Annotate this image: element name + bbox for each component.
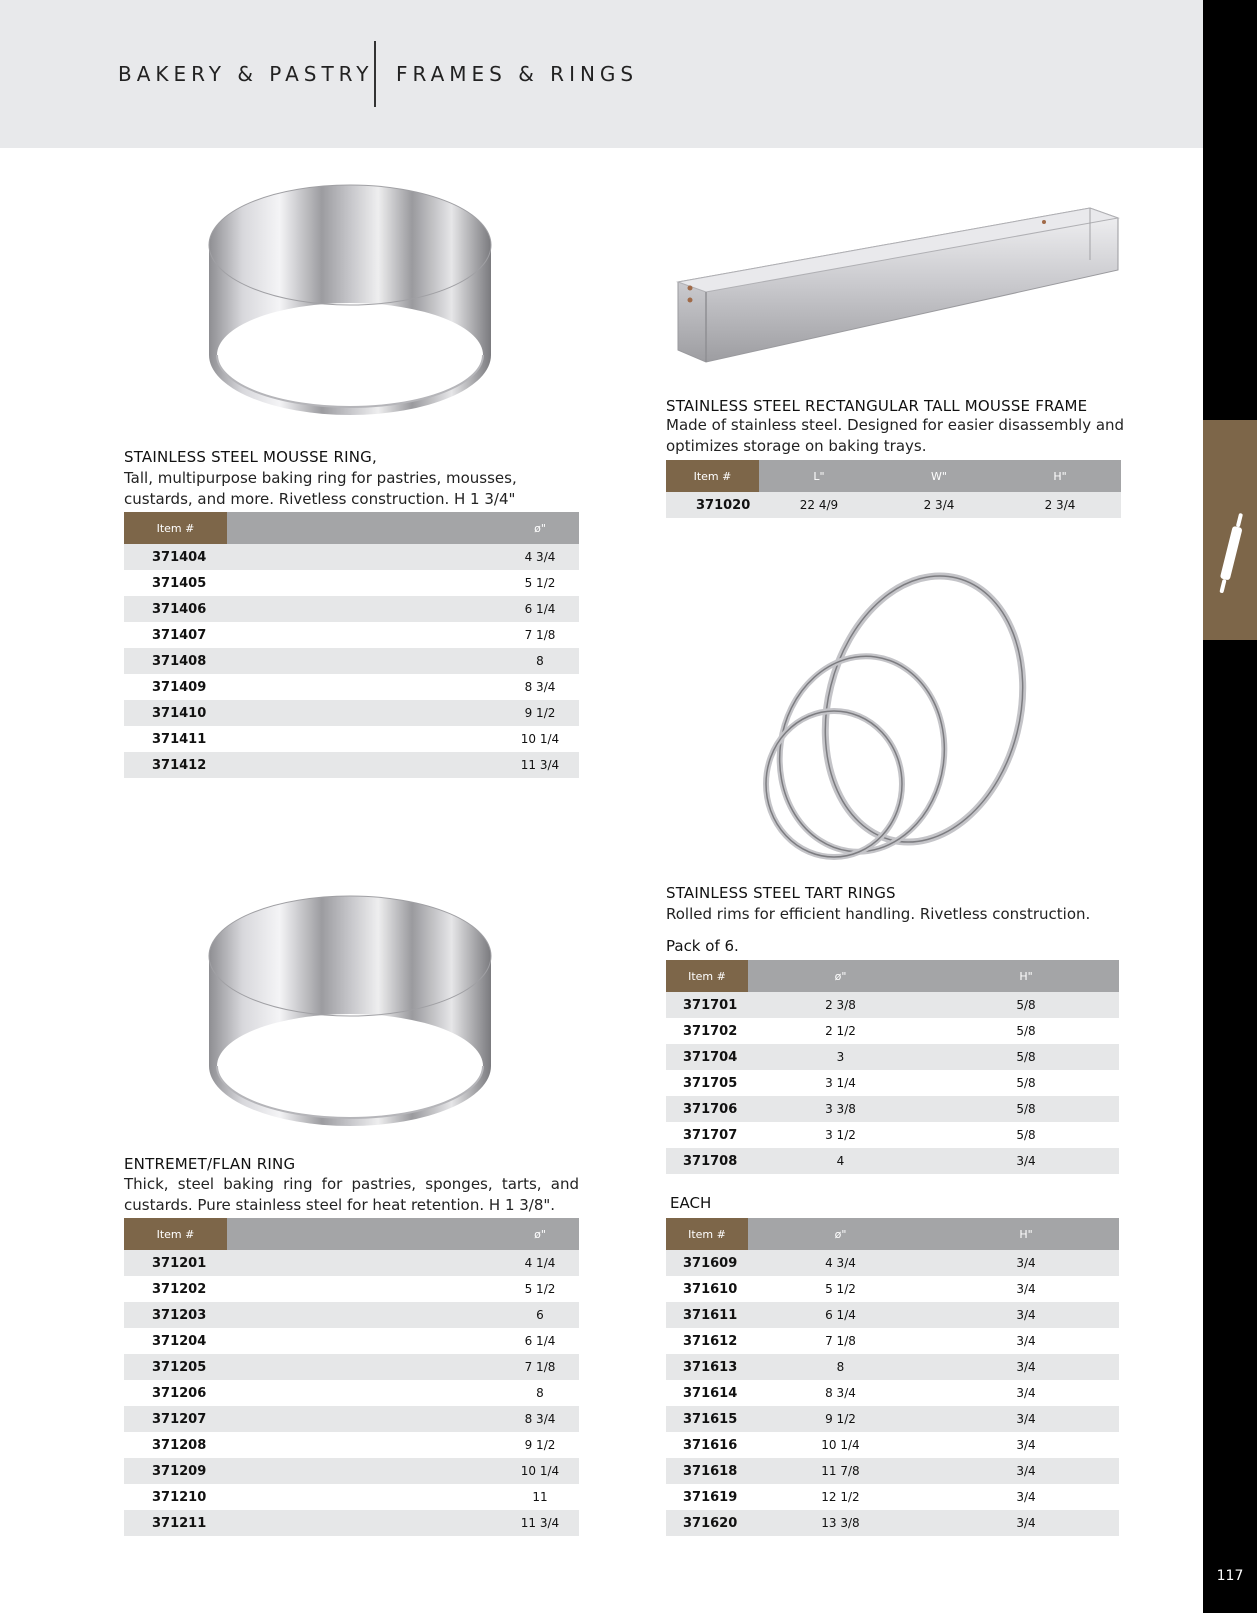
table-row: 371407 7 1/8 <box>152 627 556 643</box>
mousse-ring-table <box>124 512 579 778</box>
rect-frame-title: STAINLESS STEEL RECTANGULAR TALL MOUSSE FRAME <box>666 397 1088 415</box>
table-row: 371207 8 3/4 <box>124 1406 579 1432</box>
table-row: 371411 10 1/4 <box>152 731 560 747</box>
entremet-ring-image <box>205 886 495 1136</box>
table-row: 371609 4 3/4 3/4 <box>666 1250 1119 1276</box>
header-divider <box>374 41 376 107</box>
table-row: 371020 22 4/9 2 3/4 2 3/4 <box>666 492 1121 518</box>
table-row: 371708 4 3/4 <box>666 1148 1119 1174</box>
table-row: 371616 10 1/4 3/4 <box>683 1437 1036 1453</box>
entremet-description: Thick, steel baking ring for pastries, sponges, tarts, and custards. Pure stainless steel for heat retention. H 1 3/8". <box>124 1175 579 1214</box>
mousse-ring-title: STAINLESS STEEL MOUSSE RING, <box>124 448 377 466</box>
diameter-header: ø" <box>748 1218 933 1250</box>
height-header: H" <box>999 460 1121 492</box>
tart-rings-each-table <box>666 1218 1119 1536</box>
mousse-ring-description: Tall, multipurpose baking ring for pastries, mousses, custards, and more. Rivetless construction. H 1 3/4" <box>124 469 517 508</box>
table-row: 371208 9 1/2 <box>152 1437 556 1453</box>
table-row: 371404 4 3/4 <box>124 544 579 570</box>
table-row: 371611 6 1/4 3/4 <box>666 1302 1119 1328</box>
table-row: 371408 8 <box>124 648 579 674</box>
category-title: FRAMES & RINGS <box>396 62 639 86</box>
table-row: 371203 6 <box>124 1302 579 1328</box>
table-row: 371615 9 1/2 3/4 <box>666 1406 1119 1432</box>
right-edge-bar <box>1203 0 1257 1613</box>
table-row: 371620 13 3/8 3/4 <box>666 1510 1119 1536</box>
table-row: 371211 11 3/4 <box>124 1510 579 1536</box>
each-label: EACH <box>670 1194 712 1212</box>
table-row: 371618 11 7/8 3/4 <box>666 1458 1119 1484</box>
table-row: 371204 6 1/4 <box>152 1333 556 1349</box>
item-header: Item # <box>666 960 748 992</box>
table-row: 371205 7 1/8 <box>124 1354 579 1380</box>
rect-frame-description: Made of stainless steel. Designed for easier disassembly and optimizes storage on baking trays. <box>666 416 1125 455</box>
table-row: 371704 3 5/8 <box>666 1044 1119 1070</box>
width-header: W" <box>879 460 999 492</box>
table-row: 371619 12 1/2 3/4 <box>683 1489 1036 1505</box>
table-row: 371201 4 1/4 <box>124 1250 579 1276</box>
table-row: 371202 5 1/2 <box>152 1281 556 1297</box>
item-header: Item # <box>124 1218 227 1250</box>
page-number: 117 <box>1216 1568 1244 1584</box>
section-tab[interactable] <box>1203 420 1257 640</box>
table-row: 371612 7 1/8 3/4 <box>683 1333 1036 1349</box>
diameter-header: ø" <box>501 512 579 544</box>
diameter-header: ø" <box>748 960 933 992</box>
entremet-title: ENTREMET/FLAN RING <box>124 1155 296 1173</box>
height-header: H" <box>933 1218 1119 1250</box>
pack-label: Pack of 6. <box>666 937 739 955</box>
table-row: 371409 8 3/4 <box>152 679 556 695</box>
rect-frame-table <box>666 460 1121 518</box>
table-row: 371613 8 3/4 <box>666 1354 1119 1380</box>
table-row: 371706 3 3/8 5/8 <box>666 1096 1119 1122</box>
rolling-pin-icon <box>1203 420 1257 640</box>
tart-rings-pack-table <box>666 960 1119 1174</box>
table-row: 371209 10 1/4 <box>124 1458 579 1484</box>
mousse-ring-image <box>205 175 495 425</box>
tart-rings-title: STAINLESS STEEL TART RINGS <box>666 884 896 902</box>
table-row: 371705 3 1/4 5/8 <box>683 1075 1036 1091</box>
table-row: 371702 2 1/2 5/8 <box>683 1023 1036 1039</box>
tart-rings-description: Rolled rims for efficient handling. Rivetless construction. <box>666 905 1091 923</box>
table-row: 371405 5 1/2 <box>152 575 556 591</box>
length-header: L" <box>759 460 879 492</box>
table-row: 371614 8 3/4 3/4 <box>683 1385 1036 1401</box>
item-header: Item # <box>124 512 227 544</box>
table-row: 371412 11 3/4 <box>124 752 579 778</box>
diameter-header: ø" <box>501 1218 579 1250</box>
rectangular-frame-image <box>670 200 1122 365</box>
table-row: 371410 9 1/2 <box>124 700 579 726</box>
table-row: 371610 5 1/2 3/4 <box>683 1281 1036 1297</box>
table-row: 371406 6 1/4 <box>124 596 579 622</box>
item-header: Item # <box>666 460 759 492</box>
entremet-table <box>124 1218 579 1536</box>
table-row: 371206 8 <box>152 1385 544 1401</box>
section-title: BAKERY & PASTRY <box>118 62 374 86</box>
table-row: 371210 11 <box>152 1489 548 1505</box>
table-row: 371701 2 3/8 5/8 <box>666 992 1119 1018</box>
item-header: Item # <box>666 1218 748 1250</box>
table-row: 371707 3 1/2 5/8 <box>683 1127 1036 1143</box>
tart-rings-image <box>752 572 1032 862</box>
height-header: H" <box>933 960 1119 992</box>
